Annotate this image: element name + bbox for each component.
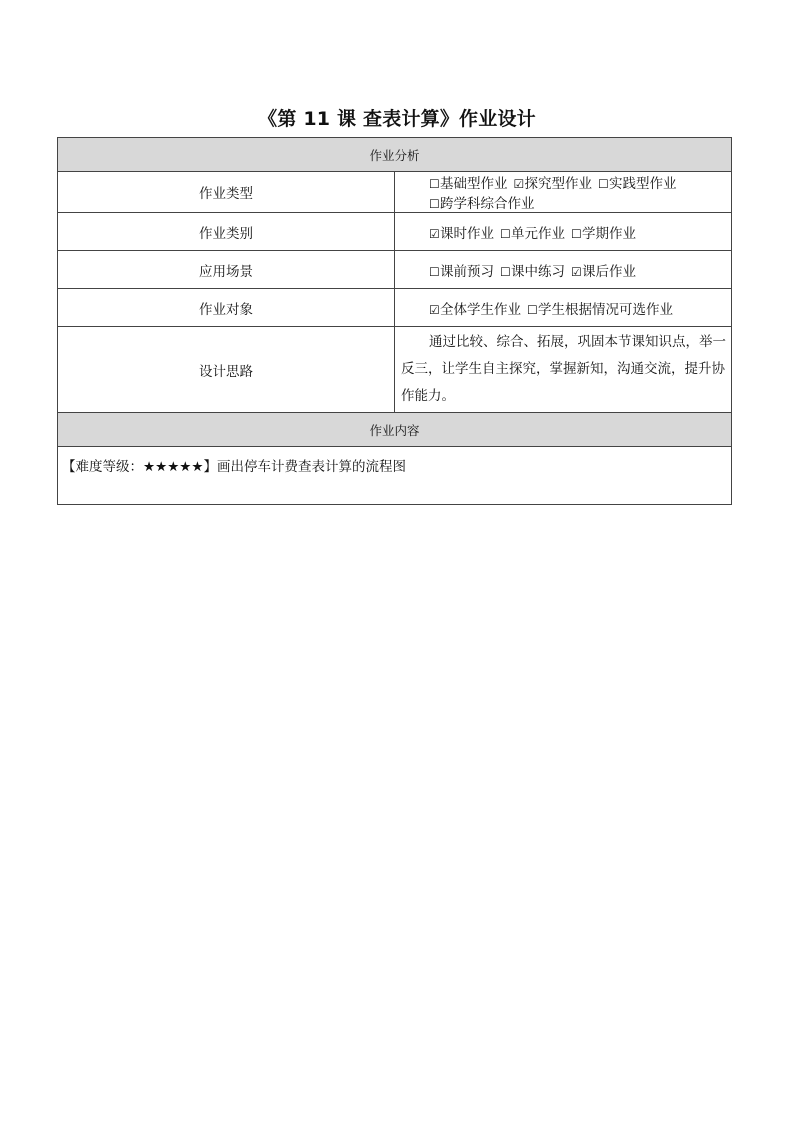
checked-box-icon: ☑ <box>513 177 525 191</box>
options-cell <box>395 172 732 213</box>
option-label: 基础型作业 <box>440 176 508 192</box>
options-cell <box>395 289 732 327</box>
option-item <box>500 226 565 242</box>
task-cell <box>58 447 732 505</box>
option-item <box>571 264 636 280</box>
option-label: 全体学生作业 <box>440 301 521 318</box>
unchecked-box-icon: ☐ <box>598 177 609 191</box>
checked-box-icon: ☑ <box>429 302 440 317</box>
option-label: 探究型作业 <box>524 176 592 192</box>
design-thinking-text: 通过比较、综合、拓展，巩固本节课知识点，举一反三，让学生自主探究，掌握新知，沟通交流，提升协作能力。 <box>401 334 726 404</box>
row-homework-type <box>58 172 732 213</box>
design-thinking-cell <box>395 327 732 413</box>
options-cell <box>395 251 732 289</box>
option-label: 跨学科综合作业 <box>440 196 535 212</box>
option-label: 课前预习 <box>440 263 494 280</box>
option-label: 实践型作业 <box>609 176 677 192</box>
checked-box-icon: ☑ <box>571 264 582 279</box>
option-label: 课时作业 <box>440 225 494 242</box>
page-title: 《第 11 课 查表计算》作业设计 <box>258 108 536 130</box>
options-cell <box>395 213 732 251</box>
option-item <box>429 226 494 242</box>
row-label: 作业类型 <box>58 172 395 213</box>
row-label: 应用场景 <box>58 251 395 289</box>
row-label: 作业类别 <box>58 213 395 251</box>
unchecked-box-icon: ☐ <box>500 264 511 279</box>
unchecked-box-icon: ☐ <box>429 177 440 191</box>
option-item <box>429 302 521 318</box>
section-header-content: 作业内容 <box>58 413 732 447</box>
row-application-scene <box>58 251 732 289</box>
option-label: 课后作业 <box>582 263 636 280</box>
row-label: 设计思路 <box>58 327 395 413</box>
unchecked-box-icon: ☐ <box>429 197 440 211</box>
task-text: 【难度等级：★★★★★】画出停车计费查表计算的流程图 <box>62 459 407 475</box>
row-design-thinking <box>58 327 732 413</box>
option-item <box>527 302 673 318</box>
option-item <box>429 264 494 280</box>
option-item <box>571 226 636 242</box>
option-item <box>598 176 677 192</box>
option-item <box>500 264 565 280</box>
unchecked-box-icon: ☐ <box>429 264 440 279</box>
option-label: 学生根据情况可选作业 <box>538 301 673 318</box>
row-label: 作业对象 <box>58 289 395 327</box>
row-homework-category <box>58 213 732 251</box>
option-item <box>514 176 593 192</box>
unchecked-box-icon: ☐ <box>500 226 511 241</box>
row-homework-target <box>58 289 732 327</box>
option-label: 课中练习 <box>511 263 565 280</box>
section-header-analysis: 作业分析 <box>58 138 732 172</box>
option-item <box>429 176 508 192</box>
homework-design-table <box>57 137 732 505</box>
option-item <box>429 196 535 212</box>
option-label: 单元作业 <box>511 225 565 242</box>
option-label: 学期作业 <box>582 225 636 242</box>
unchecked-box-icon: ☐ <box>571 226 582 241</box>
unchecked-box-icon: ☐ <box>527 302 538 317</box>
checked-box-icon: ☑ <box>429 226 440 241</box>
